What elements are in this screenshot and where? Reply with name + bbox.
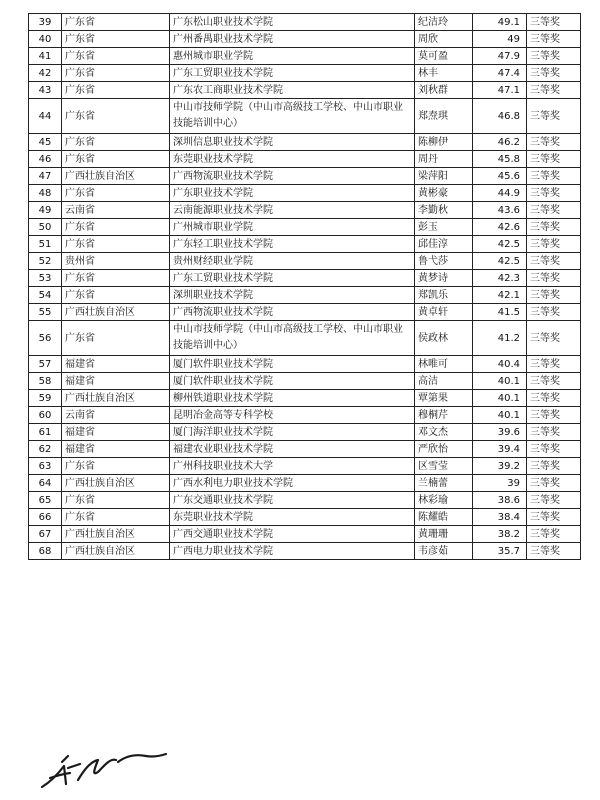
school-cell: 广西物流职业技术学院 <box>170 304 415 321</box>
row-number: 45 <box>29 134 62 151</box>
name-cell: 陈耀皓 <box>415 509 473 526</box>
row-number: 50 <box>29 219 62 236</box>
province-cell: 广东省 <box>62 134 170 151</box>
score-cell: 38.6 <box>473 492 527 509</box>
name-cell: 林彩瑜 <box>415 492 473 509</box>
name-cell: 黄彬豪 <box>415 185 473 202</box>
signature-icon <box>28 740 178 790</box>
name-cell: 彭玉 <box>415 219 473 236</box>
score-cell: 46.8 <box>473 99 527 134</box>
award-cell: 三等奖 <box>527 304 581 321</box>
score-cell: 42.6 <box>473 219 527 236</box>
award-cell: 三等奖 <box>527 253 581 270</box>
row-number: 59 <box>29 390 62 407</box>
province-cell: 广东省 <box>62 458 170 475</box>
award-cell: 三等奖 <box>527 321 581 356</box>
row-number: 61 <box>29 424 62 441</box>
name-cell: 穆桐芹 <box>415 407 473 424</box>
province-cell: 广东省 <box>62 99 170 134</box>
row-number: 48 <box>29 185 62 202</box>
row-number: 63 <box>29 458 62 475</box>
table-row <box>29 321 581 356</box>
province-cell: 广西壮族自治区 <box>62 543 170 560</box>
results-table-body <box>29 14 581 560</box>
name-cell: 严欣怡 <box>415 441 473 458</box>
table-row <box>29 390 581 407</box>
table-row <box>29 543 581 560</box>
row-number: 54 <box>29 287 62 304</box>
school-cell: 贵州财经职业学院 <box>170 253 415 270</box>
score-cell: 49.1 <box>473 14 527 31</box>
award-cell: 三等奖 <box>527 458 581 475</box>
province-cell: 福建省 <box>62 373 170 390</box>
province-cell: 福建省 <box>62 441 170 458</box>
row-number: 55 <box>29 304 62 321</box>
row-number: 66 <box>29 509 62 526</box>
score-cell: 43.6 <box>473 202 527 219</box>
province-cell: 福建省 <box>62 424 170 441</box>
row-number: 43 <box>29 82 62 99</box>
award-cell: 三等奖 <box>527 475 581 492</box>
table-row <box>29 31 581 48</box>
award-cell: 三等奖 <box>527 14 581 31</box>
award-cell: 三等奖 <box>527 390 581 407</box>
name-cell: 林唯可 <box>415 356 473 373</box>
school-cell: 惠州城市职业学院 <box>170 48 415 65</box>
province-cell: 云南省 <box>62 202 170 219</box>
province-cell: 福建省 <box>62 356 170 373</box>
score-cell: 39.4 <box>473 441 527 458</box>
award-cell: 三等奖 <box>527 48 581 65</box>
award-cell: 三等奖 <box>527 509 581 526</box>
score-cell: 39.6 <box>473 424 527 441</box>
award-cell: 三等奖 <box>527 31 581 48</box>
table-row <box>29 134 581 151</box>
score-cell: 47.4 <box>473 65 527 82</box>
school-cell: 广东轻工职业技术学院 <box>170 236 415 253</box>
province-cell: 广东省 <box>62 509 170 526</box>
name-cell: 纪洁玲 <box>415 14 473 31</box>
school-cell: 厦门软件职业技术学院 <box>170 373 415 390</box>
row-number: 60 <box>29 407 62 424</box>
award-cell: 三等奖 <box>527 492 581 509</box>
row-number: 46 <box>29 151 62 168</box>
school-cell: 厦门海洋职业技术学院 <box>170 424 415 441</box>
score-cell: 45.6 <box>473 168 527 185</box>
score-cell: 42.5 <box>473 236 527 253</box>
award-cell: 三等奖 <box>527 373 581 390</box>
name-cell: 黄珊珊 <box>415 526 473 543</box>
score-cell: 39.2 <box>473 458 527 475</box>
score-cell: 40.1 <box>473 390 527 407</box>
school-cell: 中山市技师学院（中山市高级技工学校、中山市职业技能培训中心） <box>170 321 415 356</box>
school-cell: 广东工贸职业技术学院 <box>170 270 415 287</box>
table-row <box>29 441 581 458</box>
score-cell: 42.3 <box>473 270 527 287</box>
province-cell: 贵州省 <box>62 253 170 270</box>
score-cell: 40.4 <box>473 356 527 373</box>
table-row <box>29 14 581 31</box>
school-cell: 柳州铁道职业技术学院 <box>170 390 415 407</box>
province-cell: 广东省 <box>62 31 170 48</box>
table-row <box>29 219 581 236</box>
name-cell: 郑焘琪 <box>415 99 473 134</box>
award-cell: 三等奖 <box>527 356 581 373</box>
row-number: 65 <box>29 492 62 509</box>
school-cell: 广东交通职业技术学院 <box>170 492 415 509</box>
table-row <box>29 270 581 287</box>
table-row <box>29 48 581 65</box>
table-row <box>29 65 581 82</box>
table-row <box>29 424 581 441</box>
award-cell: 三等奖 <box>527 424 581 441</box>
province-cell: 广西壮族自治区 <box>62 390 170 407</box>
row-number: 41 <box>29 48 62 65</box>
table-row <box>29 185 581 202</box>
province-cell: 广东省 <box>62 151 170 168</box>
table-row <box>29 492 581 509</box>
name-cell: 韦彦茹 <box>415 543 473 560</box>
table-row <box>29 373 581 390</box>
province-cell: 广西壮族自治区 <box>62 168 170 185</box>
award-cell: 三等奖 <box>527 270 581 287</box>
award-cell: 三等奖 <box>527 236 581 253</box>
score-cell: 47.1 <box>473 82 527 99</box>
score-cell: 49 <box>473 31 527 48</box>
table-row <box>29 168 581 185</box>
score-cell: 44.9 <box>473 185 527 202</box>
province-cell: 广东省 <box>62 65 170 82</box>
score-cell: 45.8 <box>473 151 527 168</box>
province-cell: 广东省 <box>62 492 170 509</box>
row-number: 44 <box>29 99 62 134</box>
school-cell: 广东松山职业技术学院 <box>170 14 415 31</box>
score-cell: 35.7 <box>473 543 527 560</box>
award-cell: 三等奖 <box>527 168 581 185</box>
score-cell: 38.2 <box>473 526 527 543</box>
award-cell: 三等奖 <box>527 526 581 543</box>
score-cell: 46.2 <box>473 134 527 151</box>
table-row <box>29 475 581 492</box>
school-cell: 广州城市职业学院 <box>170 219 415 236</box>
score-cell: 39 <box>473 475 527 492</box>
name-cell: 陈柳伊 <box>415 134 473 151</box>
row-number: 51 <box>29 236 62 253</box>
award-cell: 三等奖 <box>527 99 581 134</box>
school-cell: 广州科技职业技术大学 <box>170 458 415 475</box>
province-cell: 广东省 <box>62 82 170 99</box>
name-cell: 刘秋群 <box>415 82 473 99</box>
row-number: 40 <box>29 31 62 48</box>
province-cell: 广东省 <box>62 185 170 202</box>
name-cell: 覃第果 <box>415 390 473 407</box>
province-cell: 广西壮族自治区 <box>62 304 170 321</box>
award-cell: 三等奖 <box>527 185 581 202</box>
table-row <box>29 151 581 168</box>
name-cell: 鲁弋莎 <box>415 253 473 270</box>
row-number: 52 <box>29 253 62 270</box>
row-number: 68 <box>29 543 62 560</box>
province-cell: 广东省 <box>62 236 170 253</box>
school-cell: 厦门软件职业技术学院 <box>170 356 415 373</box>
score-cell: 41.2 <box>473 321 527 356</box>
province-cell: 广东省 <box>62 14 170 31</box>
score-cell: 41.5 <box>473 304 527 321</box>
score-cell: 40.1 <box>473 407 527 424</box>
name-cell: 莫可盈 <box>415 48 473 65</box>
row-number: 64 <box>29 475 62 492</box>
score-cell: 38.4 <box>473 509 527 526</box>
name-cell: 兰楠蕾 <box>415 475 473 492</box>
school-cell: 昆明冶金高等专科学校 <box>170 407 415 424</box>
school-cell: 广东农工商职业技术学院 <box>170 82 415 99</box>
table-row <box>29 509 581 526</box>
province-cell: 云南省 <box>62 407 170 424</box>
school-cell: 福建农业职业技术学院 <box>170 441 415 458</box>
table-row <box>29 407 581 424</box>
row-number: 56 <box>29 321 62 356</box>
school-cell: 广州番禺职业技术学院 <box>170 31 415 48</box>
name-cell: 林丰 <box>415 65 473 82</box>
table-row <box>29 236 581 253</box>
award-cell: 三等奖 <box>527 65 581 82</box>
row-number: 42 <box>29 65 62 82</box>
name-cell: 郑凯乐 <box>415 287 473 304</box>
school-cell: 广西电力职业技术学院 <box>170 543 415 560</box>
score-cell: 47.9 <box>473 48 527 65</box>
school-cell: 广西水利电力职业技术学院 <box>170 475 415 492</box>
name-cell: 区雪莹 <box>415 458 473 475</box>
award-cell: 三等奖 <box>527 287 581 304</box>
name-cell: 黄卓轩 <box>415 304 473 321</box>
results-table <box>28 13 581 560</box>
province-cell: 广西壮族自治区 <box>62 526 170 543</box>
score-cell: 42.5 <box>473 253 527 270</box>
table-row <box>29 202 581 219</box>
table-row <box>29 82 581 99</box>
award-cell: 三等奖 <box>527 134 581 151</box>
award-cell: 三等奖 <box>527 151 581 168</box>
award-cell: 三等奖 <box>527 219 581 236</box>
row-number: 39 <box>29 14 62 31</box>
name-cell: 周欣 <box>415 31 473 48</box>
award-cell: 三等奖 <box>527 441 581 458</box>
name-cell: 周丹 <box>415 151 473 168</box>
school-cell: 广东工贸职业技术学院 <box>170 65 415 82</box>
school-cell: 广东职业技术学院 <box>170 185 415 202</box>
school-cell: 广西物流职业技术学院 <box>170 168 415 185</box>
name-cell: 李勤秋 <box>415 202 473 219</box>
province-cell: 广西壮族自治区 <box>62 475 170 492</box>
name-cell: 梁萍阳 <box>415 168 473 185</box>
table-row <box>29 253 581 270</box>
name-cell: 侯政林 <box>415 321 473 356</box>
table-row <box>29 526 581 543</box>
province-cell: 广东省 <box>62 287 170 304</box>
table-row <box>29 356 581 373</box>
row-number: 67 <box>29 526 62 543</box>
school-cell: 深圳职业技术学院 <box>170 287 415 304</box>
table-row <box>29 99 581 134</box>
award-cell: 三等奖 <box>527 407 581 424</box>
name-cell: 邱佳淳 <box>415 236 473 253</box>
school-cell: 东莞职业技术学院 <box>170 509 415 526</box>
school-cell: 深圳信息职业技术学院 <box>170 134 415 151</box>
table-row <box>29 304 581 321</box>
name-cell: 邓文杰 <box>415 424 473 441</box>
row-number: 58 <box>29 373 62 390</box>
school-cell: 广西交通职业技术学院 <box>170 526 415 543</box>
row-number: 49 <box>29 202 62 219</box>
province-cell: 广东省 <box>62 321 170 356</box>
province-cell: 广东省 <box>62 219 170 236</box>
school-cell: 中山市技师学院（中山市高级技工学校、中山市职业技能培训中心） <box>170 99 415 134</box>
row-number: 62 <box>29 441 62 458</box>
table-row <box>29 458 581 475</box>
score-cell: 42.1 <box>473 287 527 304</box>
school-cell: 东莞职业技术学院 <box>170 151 415 168</box>
school-cell: 云南能源职业技术学院 <box>170 202 415 219</box>
name-cell: 高洁 <box>415 373 473 390</box>
award-cell: 三等奖 <box>527 543 581 560</box>
row-number: 57 <box>29 356 62 373</box>
province-cell: 广东省 <box>62 48 170 65</box>
row-number: 47 <box>29 168 62 185</box>
row-number: 53 <box>29 270 62 287</box>
score-cell: 40.1 <box>473 373 527 390</box>
award-cell: 三等奖 <box>527 82 581 99</box>
province-cell: 广东省 <box>62 270 170 287</box>
name-cell: 黄梦诗 <box>415 270 473 287</box>
table-row <box>29 287 581 304</box>
award-cell: 三等奖 <box>527 202 581 219</box>
